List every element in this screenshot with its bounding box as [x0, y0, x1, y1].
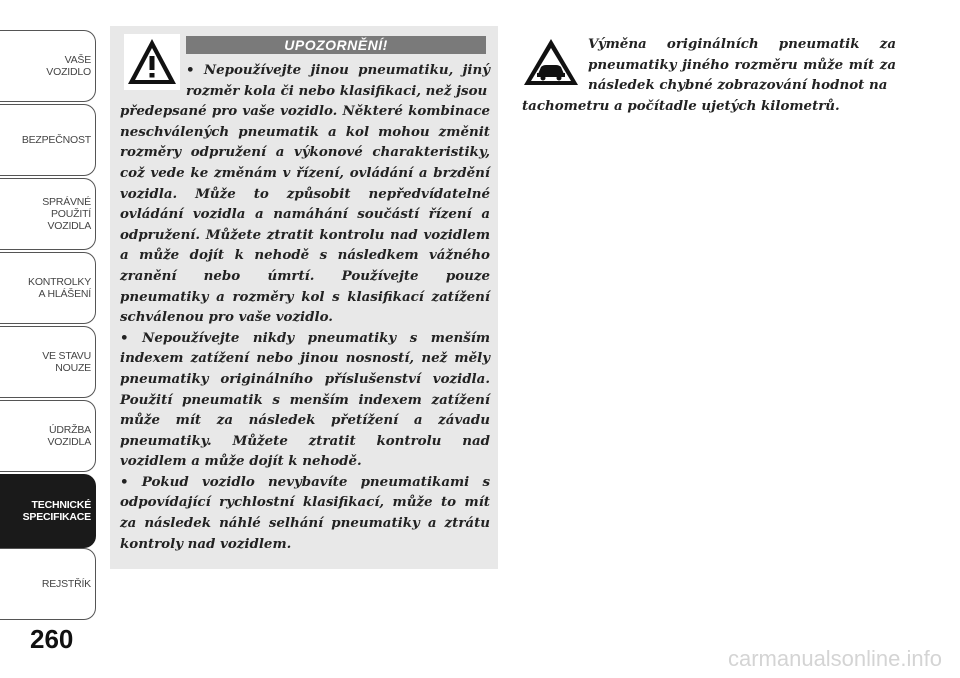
tab-label-line: SPECIFIKACE: [22, 511, 91, 523]
tab-label-line: VOZIDLA: [47, 436, 91, 448]
tab-spravne-pouziti-vozidla[interactable]: [0, 178, 96, 250]
tab-label-line: REJSTŘÍK: [41, 578, 91, 590]
warning-paragraph-3: • Pokud vozidlo nevybavíte pneumatikami s odpovídající rychlostní klasifikací, může to mít za následek náhlé selhání pneumatiky a ztrátu kontroly nad vozidlem.: [120, 473, 490, 552]
tab-label-line: VOZIDLO: [46, 66, 91, 78]
page-number: 260: [30, 624, 74, 654]
tab-label-line: TECHNICKÉ: [31, 499, 91, 511]
warning-paragraph-2: • Nepoužívejte nikdy pneumatiky s menším indexem zatížení nebo jinou nosností, než měly pneumatiky originálního příslušenství vozidla. Použití pneumatik s menším indexem zatížení může mít za následek přetížení a závadu pneumatiky. Můžete ztratit kontrolu nad vozidlem a může dojít k nehodě.: [120, 329, 490, 470]
tab-label-line: BEZPEČNOST: [21, 134, 91, 146]
tab-label-line: KONTROLKY: [28, 276, 91, 288]
tab-technicke-specifikace[interactable]: [0, 474, 96, 548]
tab-label-line: A HLÁŠENÍ: [38, 288, 91, 300]
watermark: carmanualsonline.info: [727, 646, 942, 671]
warning-header: UPOZORNĚNÍ!: [186, 36, 486, 54]
tab-vase-vozidlo[interactable]: [0, 30, 96, 102]
tab-bezpecnost[interactable]: [0, 104, 96, 176]
note-rest: tachometru a počítadle ujetých kilometrů.: [522, 97, 840, 114]
tab-label-line: NOUZE: [55, 362, 91, 374]
warning-body: [120, 60, 490, 554]
tab-kontrolky[interactable]: [0, 252, 96, 324]
tire-size-note: [522, 34, 896, 116]
tab-label-line: VOZIDLA: [47, 220, 91, 232]
tab-label-line: VE STAVU: [42, 350, 91, 362]
warning-paragraph-1-lead: • Nepoužívejte jinou pneumatiku, jiný rozměr kola či nebo klasifikaci, než jsou: [186, 62, 490, 99]
tab-label-line: POUŽITÍ: [50, 208, 91, 220]
tab-rejstrik[interactable]: [0, 548, 96, 620]
tab-ve-stavu-nouze[interactable]: [0, 326, 96, 398]
tab-udrzba-vozidla[interactable]: [0, 400, 96, 472]
tab-label-line: VAŠE: [64, 54, 91, 66]
note-lead: Výměna originálních pneumatik za pneumatiky jiného rozměru může mít za následek chybné zobrazování hodnot na: [588, 36, 896, 94]
tab-label-line: ÚDRŽBA: [49, 424, 91, 436]
tab-label-line: SPRÁVNÉ: [42, 196, 91, 208]
warning-paragraph-1: předepsané pro vaše vozidlo. Některé kombinace neschválených pneumatik a kol mohou změnit rozměry odpružení a výkonové charakteristiky, což vede ke změnám v řízení, ovládání a brzdění vozidla. Může to způsobit nepředvídatelné ovládání vozidla a namáhání součástí řízení a odpružení. Můžete ztratit kontrolu nad vozidlem a může dojít k nehodě s následkem vážného zranění nebo úmrtí. Používejte pouze pneumatiky a rozměry kol s klasifikací zatížení schválenou pro vaše vozidlo.: [120, 103, 490, 326]
